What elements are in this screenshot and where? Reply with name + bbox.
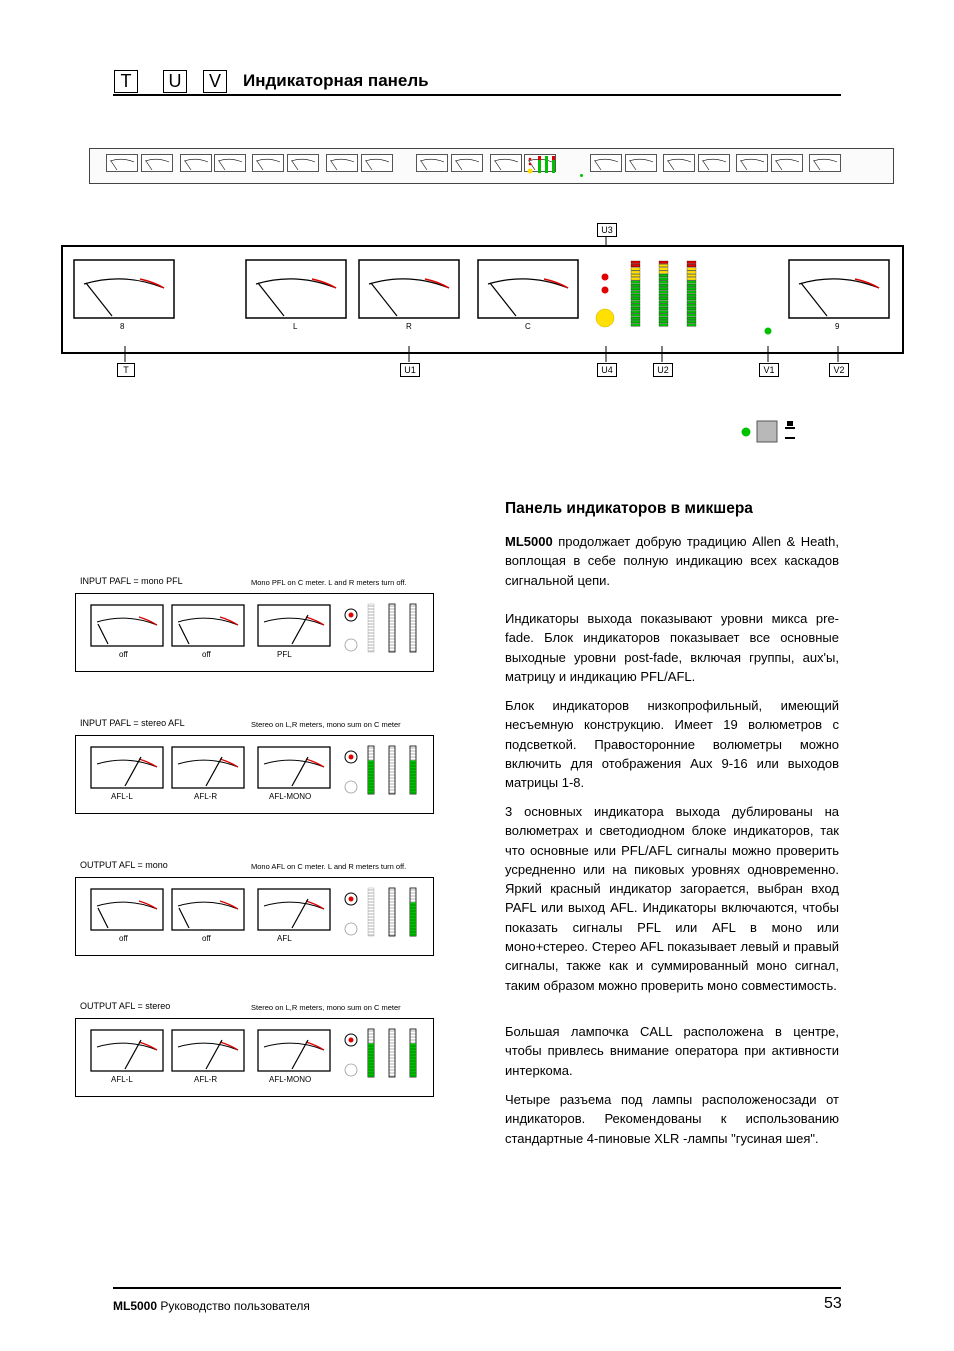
mode-note: Stereo on L,R meters, mono sum on C meter (251, 720, 401, 729)
mode-leds (345, 609, 357, 651)
mode-panel (75, 593, 434, 672)
meter-r (359, 260, 459, 318)
paragraph-1-text: продолжает добрую традицию Allen & Heath, воплощая в себе полную индикацию всех каскадов сигнальной цепи. (505, 534, 839, 588)
meter-panel-detail-drawing (0, 215, 954, 445)
mini-meter (252, 154, 284, 172)
mini-meter (214, 154, 246, 172)
section-letter-u: U (163, 70, 187, 93)
meter-l (246, 260, 346, 318)
mini-meter (361, 154, 393, 172)
mode-bargraph (368, 888, 374, 936)
callout-u4: U4 (597, 363, 617, 377)
mode-panel (75, 735, 434, 814)
mode-caption: OUTPUT AFL = mono (80, 860, 168, 870)
mode-panel-drawing (76, 1019, 433, 1096)
meter-8 (74, 260, 174, 318)
mode-caption: OUTPUT AFL = stereo (80, 1001, 171, 1011)
paragraph-1 (505, 532, 839, 590)
footer-rule (113, 1287, 841, 1289)
mode-meter-label: AFL (277, 934, 292, 943)
mini-led-block (524, 154, 562, 178)
mini-meter (451, 154, 483, 172)
mini-meter (625, 154, 657, 172)
led-bargraph-column (687, 261, 696, 326)
mode-bargraph (410, 746, 416, 794)
mode-meter-label: AFL-R (194, 792, 218, 801)
mode-leds (345, 893, 357, 935)
mini-meter (106, 154, 138, 172)
mini-meter (809, 154, 841, 172)
paragraph-3: Блок индикаторов низкопрофильный, имеющий несъемную конструкцию. Имеет 19 волюметров с подсветкой. Правосторонние волюметры можно включить для отображения Aux 9-16 или выходов матрицы 1-8. (505, 698, 839, 791)
meter-label-8: 8 (120, 322, 125, 331)
led-bargraph-column (659, 261, 668, 326)
footer-guide-title (113, 1299, 310, 1313)
page-title: Индикаторная панель (243, 71, 429, 90)
mode-bargraph (368, 604, 374, 652)
meter-label-l: L (293, 322, 298, 331)
mode-panel (75, 1018, 434, 1097)
footer-guide-text: Руководство пользователя (157, 1299, 310, 1313)
mode-bargraph (389, 1029, 395, 1077)
mode-meter-label: off (202, 650, 211, 659)
mode-meter-label: AFL-L (111, 1075, 133, 1084)
paragraph-6: Четыре разъема под лампы расположеносзади от индикаторов. Рекомендованы к использованию стандартные 4-пиновые XLR -лампы "гусиная шея". (505, 1092, 839, 1146)
mode-meter (91, 889, 163, 930)
callout-u2: U2 (653, 363, 673, 377)
mode-bargraph (410, 1029, 416, 1077)
mini-green-led (580, 174, 583, 177)
mode-bargraph (410, 604, 416, 652)
mini-meter (416, 154, 448, 172)
section-letter-v: V (203, 70, 227, 93)
mode-bargraph (389, 888, 395, 936)
mode-panel (75, 877, 434, 956)
mode-meter-label: AFL-L (111, 792, 133, 801)
mode-meter (258, 747, 330, 788)
meter-label-9: 9 (835, 322, 840, 331)
mode-leds (345, 751, 357, 793)
mode-meter (172, 889, 244, 930)
mode-meter-label: PFL (277, 650, 292, 659)
meter-strip-overview (89, 148, 894, 184)
mode-meter (258, 1030, 330, 1071)
paragraph-5: Большая лампочка CALL расположена в центре, чтобы привлесь внимание оператора при активности интеркома. (505, 1024, 839, 1078)
mini-meter (490, 154, 522, 172)
mode-meter-label: AFL-MONO (269, 792, 312, 801)
mode-bargraph (368, 1029, 374, 1077)
mini-meter (663, 154, 695, 172)
mode-bargraph (389, 746, 395, 794)
mode-meter (172, 747, 244, 788)
mode-meter-label: AFL-R (194, 1075, 218, 1084)
mode-meter-label: off (119, 650, 128, 659)
section-letter-t: T (114, 70, 138, 93)
mode-note: Mono AFL on C meter. L and R meters turn off. (251, 862, 407, 871)
mode-meter (172, 605, 244, 646)
mode-meter (91, 605, 163, 646)
meter-label-r: R (406, 322, 412, 331)
mode-meter (91, 747, 163, 788)
mode-meter (172, 1030, 244, 1071)
callout-t: T (117, 363, 135, 377)
mode-panel-drawing (76, 878, 433, 955)
mini-meter (736, 154, 768, 172)
footer-model: ML5000 (113, 1299, 158, 1313)
paragraph-4: 3 основных индикатора выхода дублированы на волюметрах и светодиодном блоке индикаторов, так что основные или PFL/AFL сигналы можно проверить усредненно или на пиковых уровнях одновременно. Яркий красный индикатор загорается, выбран вход PAFL или выход AFL. Индикаторы включаются, чтобы показать сигналы PFL или AFL в моно или моно+стерео. Стерео AFL показывает левый и правый сигналы, также как и суммированный моно сигнал, таким образом можно проверить моно совместимость. (505, 804, 839, 993)
mode-caption: INPUT PAFL = mono PFL (80, 576, 183, 586)
header-rule (113, 94, 841, 96)
mode-note: Stereo on L,R meters, mono sum on C meter (251, 1003, 401, 1012)
mini-meter (771, 154, 803, 172)
mini-meter (141, 154, 173, 172)
model-name: ML5000 (505, 534, 553, 549)
mini-meter (180, 154, 212, 172)
led-bargraph-column (631, 261, 640, 326)
mode-meter (258, 605, 330, 646)
mode-panel-drawing (76, 736, 433, 813)
callout-v2: V2 (829, 363, 849, 377)
mini-meter (698, 154, 730, 172)
section-heading: Панель индикаторов в микшера (505, 500, 753, 517)
mini-meter (590, 154, 622, 172)
paragraph-2: Индикаторы выхода показывают уровни микса pre-fade. Блок индикаторов показывает все основные выходные уровни post-fade, включая группы, aux'ы, матрицу и индикацию PFL/AFL. (505, 611, 839, 684)
callout-u3: U3 (597, 223, 617, 237)
mode-bargraph (389, 604, 395, 652)
mode-meter-label: off (119, 934, 128, 943)
mode-meter (258, 889, 330, 930)
mode-meter (91, 1030, 163, 1071)
mini-meter (326, 154, 358, 172)
mode-bargraph (368, 746, 374, 794)
callout-u1: U1 (400, 363, 420, 377)
mode-panel-drawing (76, 594, 433, 671)
page-number: 53 (824, 1295, 842, 1312)
mode-meter-label: AFL-MONO (269, 1075, 312, 1084)
mode-caption: INPUT PAFL = stereo AFL (80, 718, 185, 728)
meter-9 (789, 260, 889, 318)
mode-leds (345, 1034, 357, 1076)
mini-meter (287, 154, 319, 172)
meter-c (478, 260, 578, 318)
mode-bargraph (410, 888, 416, 936)
mode-note: Mono PFL on C meter. L and R meters turn off. (251, 578, 407, 587)
meter-label-c: C (525, 322, 531, 331)
mode-meter-label: off (202, 934, 211, 943)
callout-v1: V1 (759, 363, 779, 377)
